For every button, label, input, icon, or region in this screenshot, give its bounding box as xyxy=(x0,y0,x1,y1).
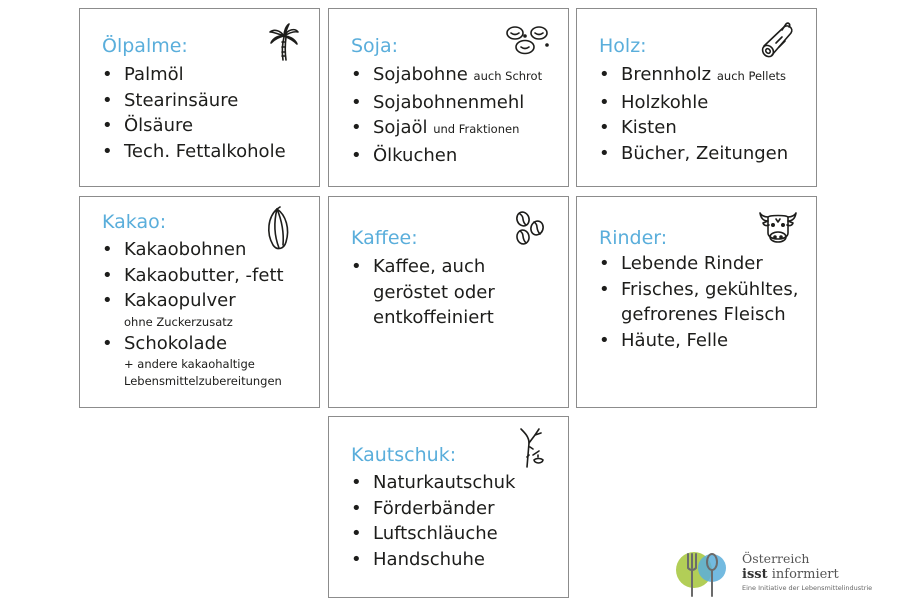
ingredient-list xyxy=(102,62,286,164)
cow-head-icon xyxy=(758,211,798,247)
list-item: • Tech. Fettalkohole xyxy=(102,140,286,162)
list-item: gefrorenes Fleisch xyxy=(621,304,786,325)
card-title: Holz: xyxy=(599,35,647,57)
card-oelpalme xyxy=(79,8,320,187)
list-item: • Schokolade + andere kakaohaltige Lebensmittelzubereitungen xyxy=(102,332,282,388)
list-item: • Häute, Felle xyxy=(599,329,729,351)
rubber-tree-icon xyxy=(517,427,547,469)
card-title: Soja: xyxy=(351,35,399,57)
coffee-beans-icon xyxy=(515,211,547,245)
card-title: Kakao: xyxy=(102,211,167,233)
list-item: • Sojaöl und Fraktionen xyxy=(351,117,520,138)
logo-line-2: isst informiert xyxy=(742,567,839,582)
palm-tree-icon xyxy=(265,23,303,61)
list-item: • Ölkuchen xyxy=(351,144,458,166)
card-title: Rinder: xyxy=(599,227,668,249)
list-item: geröstet oder xyxy=(373,281,495,303)
ingredient-list xyxy=(599,62,788,166)
ingredient-list xyxy=(351,470,515,572)
list-item: • Brennholz auch Pellets xyxy=(599,64,787,85)
list-item: • Lebende Rinder xyxy=(599,253,763,274)
card-kakao xyxy=(79,196,320,408)
logo-line-1: Österreich xyxy=(742,551,810,566)
ingredient-list xyxy=(599,251,798,353)
list-item: • Handschuhe xyxy=(351,548,485,570)
list-item: • Luftschläuche xyxy=(351,523,498,544)
list-item: • Stearinsäure xyxy=(102,89,239,111)
card-soja xyxy=(328,8,569,187)
list-item: • Palmöl xyxy=(102,64,184,85)
card-holz xyxy=(576,8,817,187)
oesterreich-isst-informiert-logo xyxy=(672,546,892,598)
ingredient-list xyxy=(351,254,495,331)
list-item: • Kaffee, auch xyxy=(351,256,486,277)
list-item: • Kakaobutter, -fett xyxy=(102,264,284,286)
list-item: • Sojabohnenmehl xyxy=(351,91,525,113)
list-item: • Sojabohne auch Schrot xyxy=(351,64,543,85)
list-item: • Kisten xyxy=(599,117,677,138)
list-item: • Naturkautschuk xyxy=(351,472,516,493)
card-kautschuk xyxy=(328,416,569,598)
list-item: • Bücher, Zeitungen xyxy=(599,142,789,164)
list-item: • Kakaobohnen xyxy=(102,239,247,260)
card-title: Kaffee: xyxy=(351,227,418,249)
soybean-icon xyxy=(505,23,553,61)
list-item: • Ölsäure xyxy=(102,115,194,136)
card-kaffee xyxy=(328,196,569,408)
card-rinder xyxy=(576,196,817,408)
cutlery-icon xyxy=(672,546,734,598)
list-item: • Kakaopulver ohne Zuckerzusatz xyxy=(102,290,236,329)
logo-tagline: Eine Initiative der Lebensmittelindustrie xyxy=(742,584,873,592)
log-icon xyxy=(760,21,798,59)
ingredient-list xyxy=(351,62,542,168)
list-item: • Förderbänder xyxy=(351,497,495,519)
list-item: • Holzkohle xyxy=(599,91,709,113)
ingredient-list xyxy=(102,237,284,390)
list-item: entkoffeiniert xyxy=(373,307,494,328)
card-title: Ölpalme: xyxy=(102,35,188,57)
list-item: • Frisches, gekühltes, xyxy=(599,278,799,300)
card-title: Kautschuk: xyxy=(351,444,457,466)
